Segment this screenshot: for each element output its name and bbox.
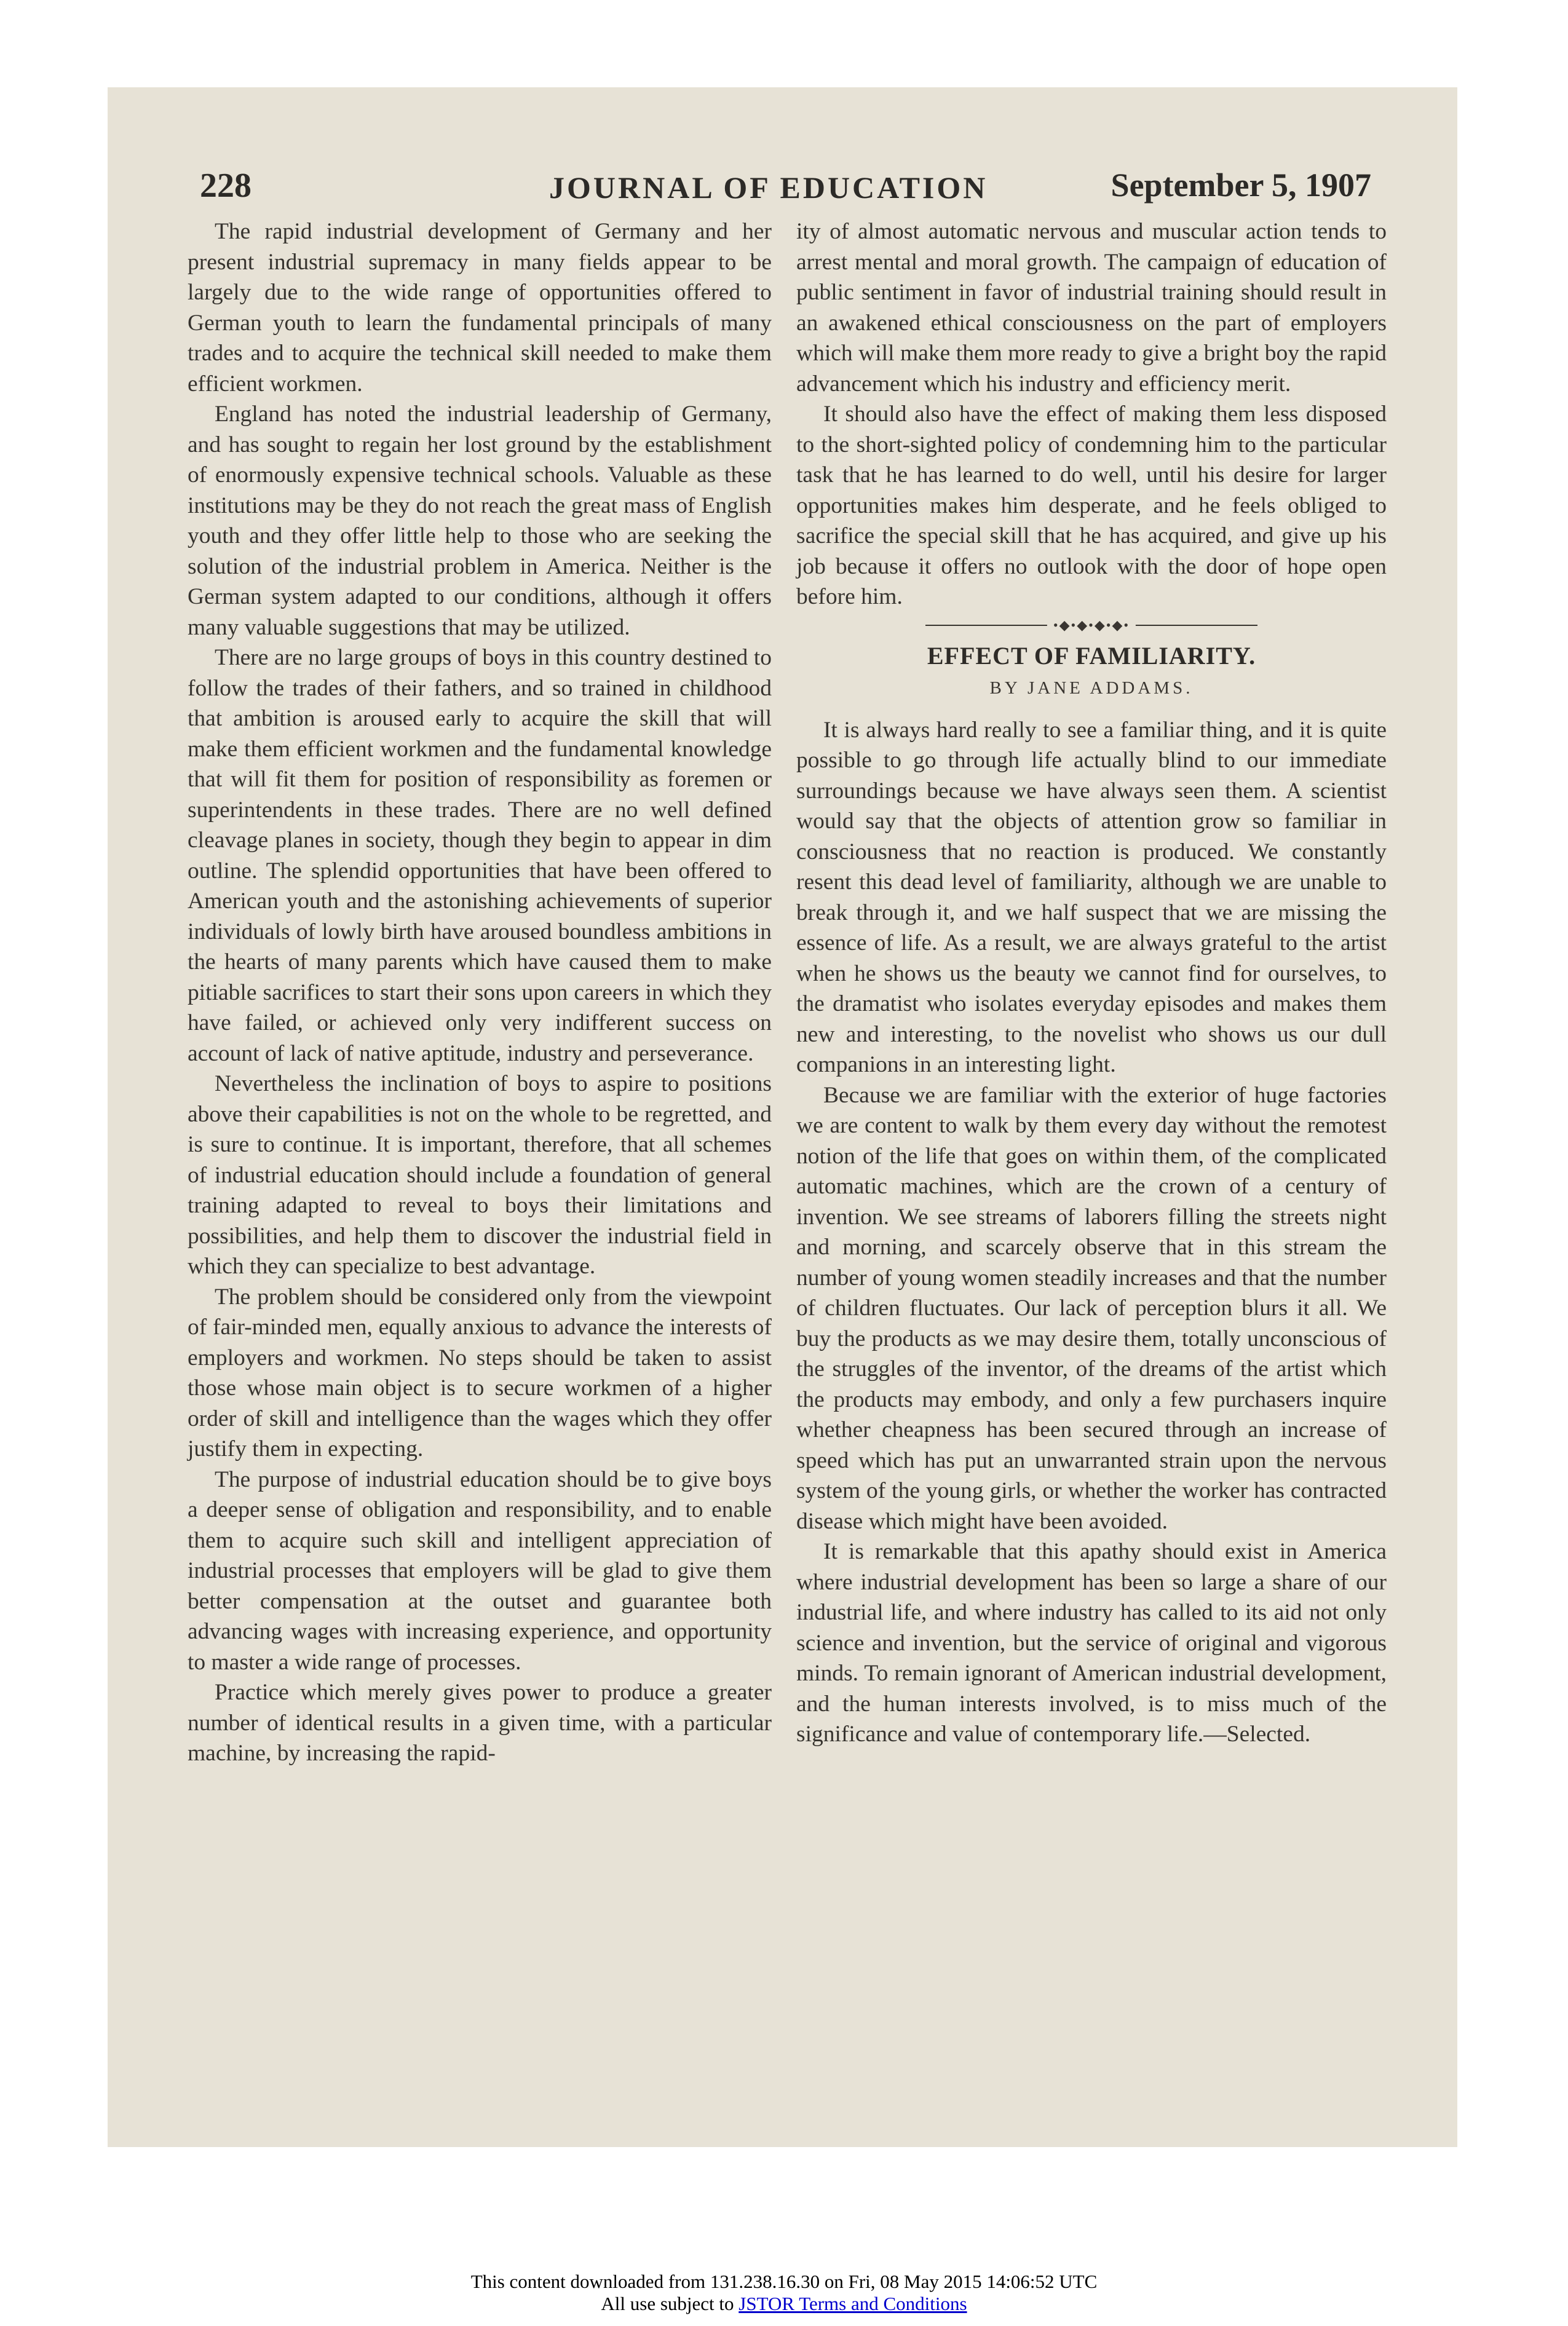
article-paragraph: It is always hard really to see a familiar thing, and it is quite possible to go through life actually blind to our immediate surroundings because we have always seen them. A scientist would say that the objects of attention grow so familiar in consciousness that no reaction is produced. We constantly resent this dead level of familiarity, although we are unable to break through it, and we half suspect that we are missing the essence of life. As a result, we are always grateful to the artist when he shows us the beauty we cannot find for ourselves, to the dramatist who isolates everyday episodes and makes them new and interesting, to the novelist who shows us our dull companions in an interesting light. (796, 717, 1387, 1077)
paragraph: The purpose of industrial education should be to give boys a deeper sense of obligation and responsibility, and to enable them to acquire such skill and intelligent appreciation of industrial processes that employers will be glad to give them better compensation at the outset and guarantee both advancing wages with increasing experience, and opportunity to master a wide range of processes. (188, 1466, 772, 1675)
paragraph: The problem should be considered only from the viewpoint of fair-minded men, equally anxious to advance the interests of employers and workmen. No steps should be taken to assist those whose main object is to secure workmen of a higher order of skill and intelligence than the wages which they offer justify them in expecting. (188, 1284, 772, 1462)
paragraph: Practice which merely gives power to produce a greater number of identical results in a given time, with a particular machine, by increasing the rapid- (188, 1680, 772, 1766)
terms-link[interactable]: JSTOR Terms and Conditions (738, 2293, 967, 2314)
paragraph: Nevertheless the inclination of boys to aspire to positions above their capabilities is not on the whole to be regretted, and is sure to continue. It is important, therefore, that all schemes of industrial education should include a foundation of general training adapted to reveal to boys their limitations and possibilities, and help them to discover the industrial field in which they can specialize to best advantage. (188, 1071, 772, 1279)
article-paragraph: Because we are familiar with the exterior of huge factories we are content to walk by them every day without the remotest notion of the life that goes on within them, of the complicated automatic machines, which are the crown of a century of invention. We see streams of laborers filling the streets night and morning, and scarcely observe that in this stream the number of young women steadily increases and that the number of children fluctuates. Our lack of perception blurs it all. We buy the products as we may desire them, totally unconscious of the struggles of the inventor, of the dreams of the artist which the products may embody, and only a few purchasers inquire whether cheapness has been secured through an increase of speed which has put an unwarranted strain upon the nervous system of the young girls, or whether the worker has contracted disease which might have been avoided. (796, 1082, 1387, 1534)
issue-date: September 5, 1907 (1111, 167, 1371, 204)
paragraph: England has noted the industrial leadership of Germany, and has sought to regain her lost ground by the establishment of enormously expensive technical schools. Valuable as these institutions may be they do not reach the great mass of English youth and they offer little help to those who are seeking the solution of the industrial problem in America. Neither is the German system adapted to our conditions, although it offers many valuable suggestions that may be utilized. (188, 402, 772, 640)
article-byline: BY JANE ADDAMS. (989, 678, 1194, 698)
article-title: EFFECT OF FAMILIARITY. (927, 641, 1256, 670)
terms-line (0, 2293, 1568, 2315)
running-header (200, 166, 1371, 215)
page-number: 228 (200, 167, 251, 205)
paragraph: The rapid industrial development of Germany and her present industrial supremacy in many fields appear to be largely due to the wide range of opportunities offered to German youth to learn the fundamental principals of many trades and to acquire the technical skill needed to make them efficient workmen. (188, 219, 772, 397)
terms-prefix: All use subject to (601, 2293, 734, 2314)
paragraph: It should also have the effect of making them less disposed to the short-sighted policy of condemning him to the particular task that he has learned to do well, until his desire for larger opportunities makes him desperate, and he feels obliged to sacrifice the special skill that he has acquired, and give up his job because it offers no outlook with the door of hope open before him. (796, 402, 1387, 609)
left-column (188, 216, 772, 1769)
continued-paragraph: ity of almost automatic nervous and muscular action tends to arrest mental and moral growth. The campaign of education of public sentiment in favor of industrial training should result in an awakened ethical consciousness on the part of employers which will make them more ready to give a bright boy the rapid advancement which his industry and efficiency merit. (796, 219, 1387, 397)
journal-title: JOURNAL OF EDUCATION (549, 170, 988, 205)
right-column (796, 216, 1387, 1750)
download-notice: This content downloaded from 131.238.16.30 on Fri, 08 May 2015 14:06:52 UTC (470, 2271, 1098, 2292)
scanned-page (108, 87, 1457, 2147)
article-paragraph: It is remarkable that this apathy should exist in America where industrial development has been so large a share of our industrial life, and where industry has called to its aid not only science and invention, but the service of original and vigorous minds. To remain ignorant of American industrial development, and the human interests involved, is to miss much of the significance and value of contemporary life.—Selected. (796, 1539, 1387, 1747)
divider-ornament-icon: •◆•◆•◆•◆• (1047, 616, 1136, 635)
download-footer (0, 2271, 1568, 2315)
paragraph: There are no large groups of boys in this country destined to follow the trades of their fathers, and so trained in childhood that ambition is aroused early to acquire the skill that will make them efficient workmen and the fundamental knowledge that will fit them for position of responsibility as foremen or superintendents in these trades. There are no well defined cleavage planes in society, though they begin to appear in dim outline. The splendid opportunities that have been offered to American youth and the astonishing achievements of superior individuals of lowly birth have aroused boundless ambitions in the hearts of many parents which have caused them to make pitiable sacrifices to start their sons upon careers in which they have failed, or achieved only very indifferent success on account of lack of native aptitude, industry and perseverance. (188, 645, 772, 1066)
section-divider (796, 616, 1387, 635)
